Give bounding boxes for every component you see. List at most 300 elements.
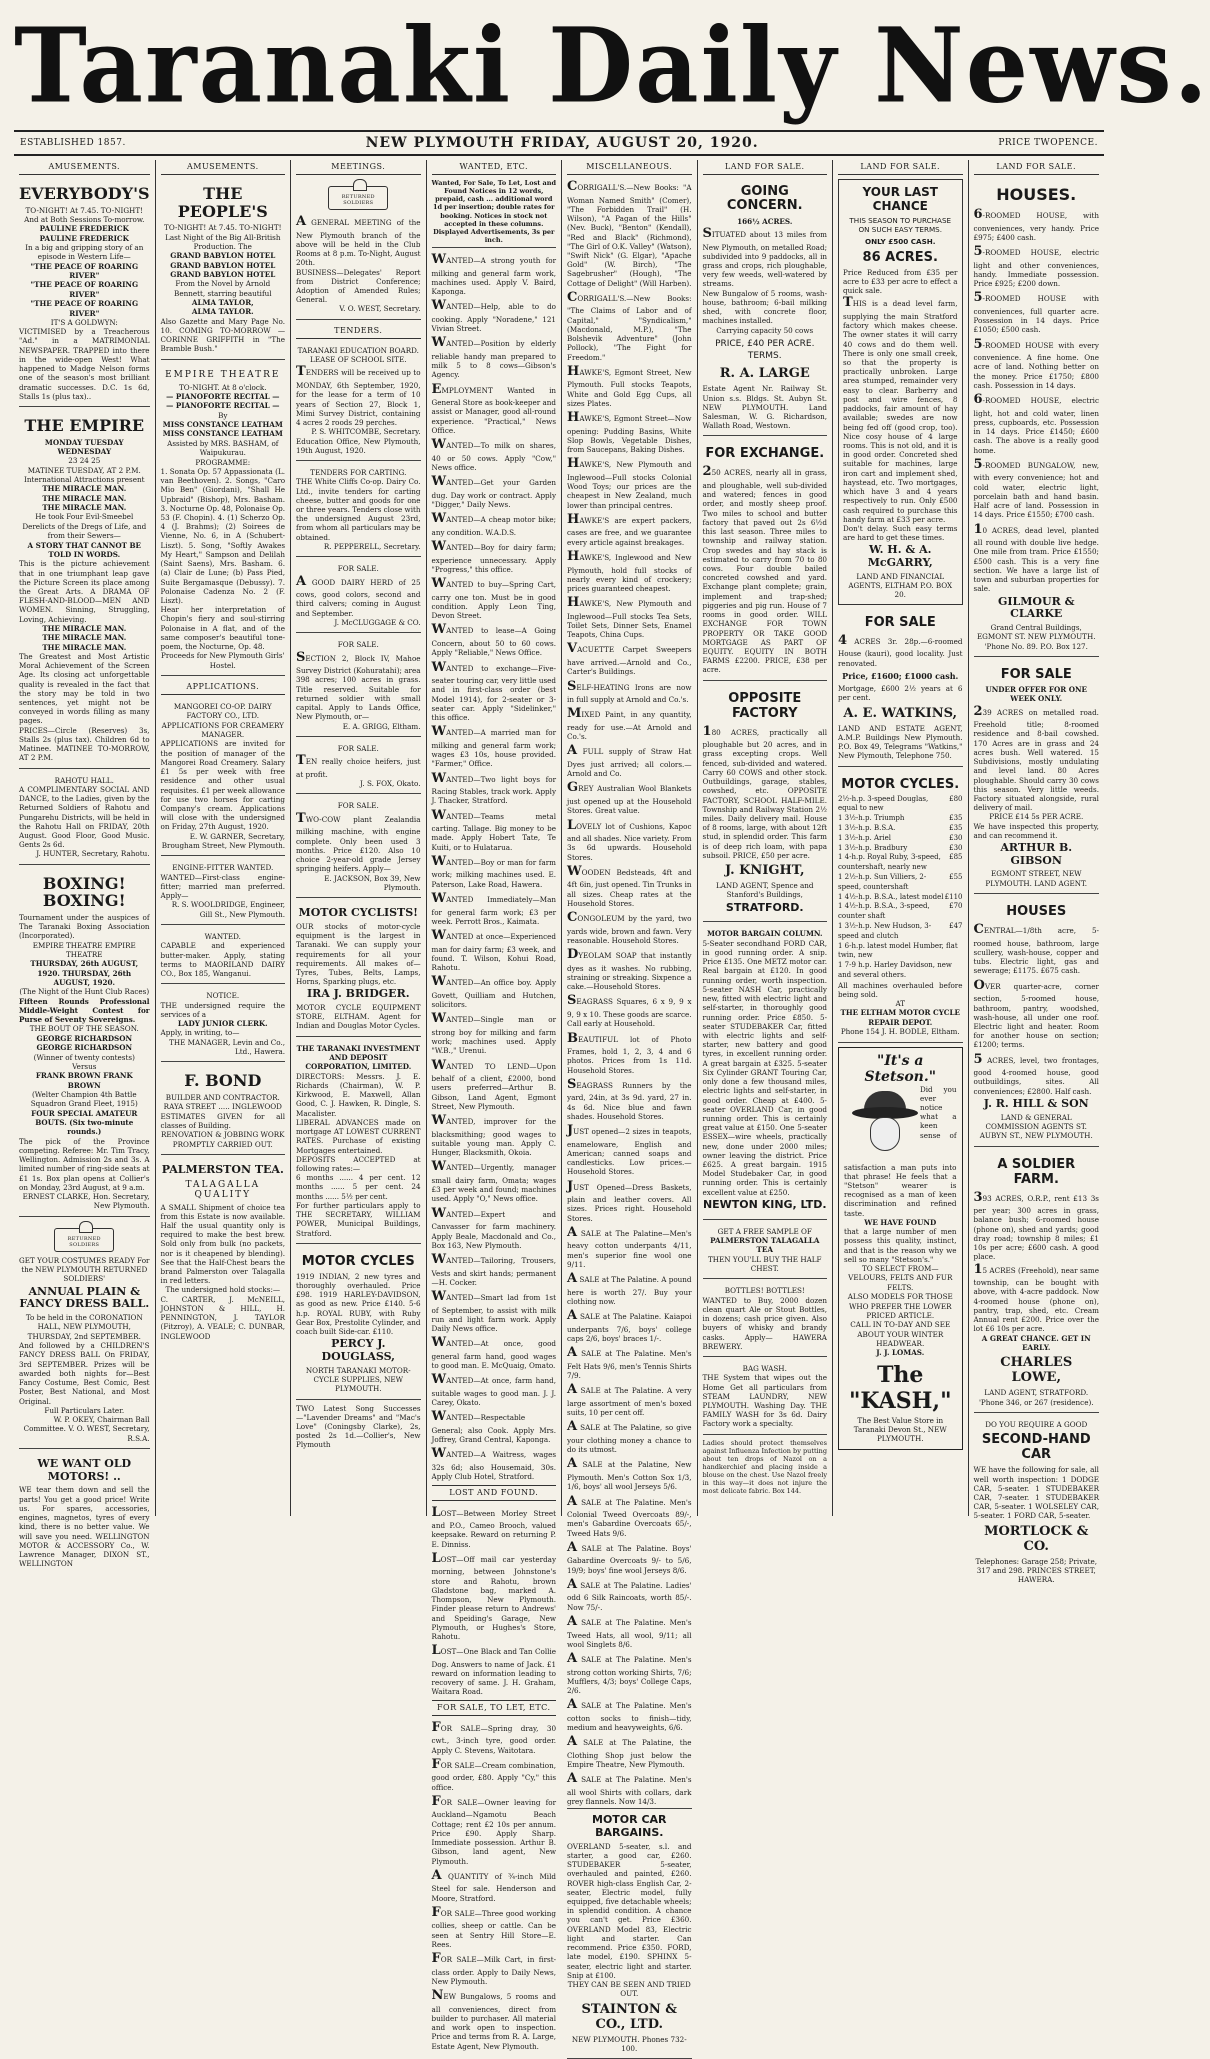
house-listing: OVER quarter-acre, corner section, 5-roomed house, bathroom, pantry, woodshed, wash-house, all under one roof. Electric light and heater. Room for another house on section; £1200; terms. <box>973 977 1099 1050</box>
ad-body: TENDERS will be received up to MONDAY, 6th September, 1920, for the lease for a term of 10 years of Section 27, Block 1, Mimi Survey District, containing 4 acres 2 roods 29 perches. <box>296 364 421 427</box>
ad-line: TO SELECT FROM— VELOURS, FELTS AND FUR FELTS. <box>848 1264 953 1292</box>
miscellaneous-item: A SALE at The Palatine—Men's heavy cotton underpants 4/11, men's superior fine wool one 9/11. <box>567 1224 692 1269</box>
nazol-notice: Ladies should protect themselves against Influenza Infection by putting about ten drops of Nazol on a handkerchief and placing inside a blouse on the chest. Use Nazol freely in this way—it does not injure the most delicate fabric. Box 144. <box>702 1438 827 1496</box>
everybodys-ad <box>19 179 150 407</box>
ad-body: And followed by a CHILDREN'S FANCY DRESS BALL On FRIDAY, 3rd SEPTEMBER. Prizes will be awarded both nights for—Best Fancy Costume, Best Comic, Best Poster, Best National, and Most Original. <box>19 1341 150 1406</box>
price-label: PRICE TWOPENCE. <box>998 138 1098 148</box>
motor-cycle-row <box>838 922 963 942</box>
ad-line: (Welter Champion 4th Battle Squadron Grand Fleet, 1915) <box>30 1089 138 1109</box>
empire-ad <box>19 411 150 769</box>
bag-wash-ad <box>703 1361 827 1435</box>
ad-line: PROGRAMME: <box>195 457 251 467</box>
miscellaneous-item: A SALE at The Palatine. Ladies' odd 6 Silk Raincoats, worth 85/-. Now 75/-. <box>567 1576 692 1612</box>
milking-plant-ad <box>296 798 421 898</box>
miscellaneous-item: HAWKE'S, New Plymouth and Inglewood—Full stocks Tea Sets, Toilet Sets, Dinner Sets, Enamel Teapots, China Cups. <box>567 595 692 640</box>
ad-title: A SOLDIER FARM. <box>997 1156 1076 1187</box>
miscellaneous-item: WOODEN Bedsteads, 4ft and 4ft 6in, just opened. Tin Trunks in all sizes. Cheap rates at the Household Stores. <box>567 863 692 908</box>
ad-body: Education Office, New Plymouth, 19th August, 1920. <box>296 436 421 455</box>
motor-cycle-row <box>838 942 963 962</box>
ad-title: ARTHUR B. GIBSON <box>1000 841 1073 867</box>
ad-body: APPLICATIONS are invited for the position of manager of the Mangorei Road Creamery. Salary £1 5s per week with free residence and other usual requisites. £1 per week allowance for use two horses for carting Company's cream. Applications will close with the undersigned on Friday, 27th August, 1920. <box>160 739 286 832</box>
ad-line: CALL IN TO-DAY AND SEE ABOUT YOUR WINTER HEADWEAR. <box>850 1320 951 1348</box>
ad-title: MOTOR CYCLES. <box>841 776 960 792</box>
motor-cycle-name: 1 4-h.p. Royal Ruby, 3-speed, countershaft, nearly new <box>838 853 941 872</box>
classified-item: WANTED to lease—A Going Concern, about 50 to 60 cows. Apply "Reliable," News Office. <box>431 622 557 658</box>
classified-item: WANTED—Tailoring, Trousers, Vests and skirt hands; permanent—H. Cocker. <box>431 1251 557 1287</box>
ad-title: WANTED. <box>204 932 241 942</box>
ad-body: Price Reduced from £35 per acre to £33 per acre to effect a quick sale. <box>843 267 958 296</box>
miscellaneous-item: A SALE at The Palatine. Men's all wool Shirts with collars, dark grey flannels. Now 14/3. <box>567 1771 692 1807</box>
ad-line: A STORY THAT CANNOT BE TOLD IN WORDS. <box>27 540 142 559</box>
peoples-ad <box>161 179 285 360</box>
ad-film: THE MIRACLE MAN. <box>42 493 127 503</box>
ad-days: 23 24 25 <box>68 456 101 466</box>
motor-cycle-name: 1 3½-h.p. New Hudson, 3-speed and clutch <box>838 921 932 940</box>
miscellaneous-item: JUST opened—2 sizes in teapots, enameloware, English and American; canned soaps and candlesticks. Low prices.—Household Stores. <box>567 1123 692 1177</box>
motor-car-bargains-ad <box>567 1808 692 2059</box>
ad-price: PRICE £14 5s PER ACRE. <box>989 812 1084 822</box>
motor-cycle-price: £85 <box>949 853 963 862</box>
ad-signature: W. P. OKEY, Chairman Ball Committee. V. O. WEST, Secretary, R.S.A. <box>23 1415 150 1443</box>
ad-title: PALMERSTON TEA. <box>161 1162 284 1176</box>
ad-days: MONDAY TUESDAY WEDNESDAY <box>44 437 124 456</box>
ad-body: THIS is a dead level farm, supplying the main Stratford factory which makes cheese. The owner states it will carry 40 cows and do them well. There is only one small creek, so that the property is practically unbroken. Large area stumped, remainder very easy to clear. Barberry and post and wire fences, 8 paddocks, fair amount of hay available; swedes are now being fed off (good crop, too). Nice cosy house of 4 large rooms. This is not old, and it is in good order. Concreted shed suitable for machines, large iron cart and implement shed, haystead, etc. Two mortgages, which have 3 and 4 years respectively to run. Only £500 cash required to purchase this handy farm at £33 per acre. <box>843 295 958 524</box>
ad-film: THE MIRACLE MAN. <box>42 642 127 652</box>
ad-signature: V. O. WEST, Secretary. <box>339 304 421 314</box>
motors-ad <box>19 1453 150 1573</box>
ad-body: 15 ACRES (Freehold), near same township, can be bought with above, with 4-acre paddock. Now 4-roomed house (phone on), pantry, trap, shed, etc. Cream Annual rent £200. Price over the lot £6 10s per acre. <box>973 1261 1099 1334</box>
ad-signature: E. JACKSON, Box 39, New Plymouth. <box>324 873 421 892</box>
ad-title: FOR SALE. <box>337 743 379 753</box>
column-heading: LAND FOR SALE. <box>703 160 827 175</box>
ad-title: NEWTON KING, LTD. <box>702 1197 827 1211</box>
classified-item: WANTED—A Waitress, wages 32s 6d; also Housemaid, 30s. Apply Club Hotel, Stratford. <box>431 1446 557 1482</box>
ad-body: TWO-COW plant Zealandia milking machine, with engine complete. Only been used 3 months. Price £120. Also 10 choice 2-year-old grade Jersey springing heifers. Apply— <box>296 810 421 874</box>
clerk-ad <box>161 988 285 1062</box>
classified-item: WANTED Immediately—Man for general farm work; £3 per week. Perrott Bros., Kaimata. <box>431 890 557 926</box>
soldier-farm-ad <box>974 1151 1099 1413</box>
second-hand-car-ad <box>974 1417 1099 1590</box>
classified-item: WANTED—Two light boys for Racing Stables, track work. Apply J. Thacker, Stratford. <box>431 770 557 806</box>
ad-signature: J. HUNTER, Secretary, Rahotu. <box>36 849 150 859</box>
miscellaneous-item: A SALE at The Palatine. A pound here is worth 27/. Buy your clothing now. <box>567 1271 692 1306</box>
ad-line: 166½ ACRES. <box>737 216 793 226</box>
ad-title: RAHOTU HALL. <box>54 775 114 785</box>
ad-line: DO YOU REQUIRE A GOOD <box>985 1419 1088 1429</box>
ad-line: THURSDAY, 26th AUGUST, 1920. THURSDAY, 26th AUGUST, 1920. <box>30 959 139 988</box>
motor-cycle-price: £55 <box>949 872 963 881</box>
ad-line: Proceeds for New Plymouth Girls' Hostel. <box>160 651 285 670</box>
bottles-ad <box>703 1283 827 1357</box>
ad-body: A GENERAL MEETING of the New Plymouth branch of the above will be held in the Club Rooms at 8 p.m. To-Night, August 20th. <box>296 214 421 268</box>
column-heading: AMUSEMENTS. <box>161 160 285 175</box>
column-heading: MEETINGS. <box>296 160 421 175</box>
ad-title: MOTOR CYCLISTS! <box>298 906 418 920</box>
ad-signature: ERNEST CLARKE, Hon. Secretary, New Plymouth. <box>22 1192 150 1211</box>
ad-title: GILMOUR & CLARKE <box>997 594 1075 621</box>
motor-cycle-price: £30 <box>949 833 963 842</box>
ad-signature: J. McCLUGGAGE & CO. <box>334 617 421 627</box>
ad-body: Estate Agent Nr. Railway St. Union s.s. Bldgs. St. Aubyn St. NEW PLYMOUTH. Land Salesman, W. G. Richardson, Wallath Road, Westown. <box>702 384 827 431</box>
ad-line: THEN YOU'LL BUY THE HALF CHEST. <box>707 1254 822 1273</box>
heifers-ad <box>296 741 421 795</box>
ad-body: 239 ACRES on metalled road. Freehold title; 8-roomed residence and 8-bail cowshed. 170 Acres are in grass and 24 acres bush. Well watered. 15 Subdivisions, mostly undulating and level land. 80 Acres ploughable. Should carry 30 cows this season. Very little weeds. Factory situated alongside, rural delivery of mail. <box>973 703 1099 813</box>
miscellaneous-item: A SALE at The Palatine. Kaiapoi underpants 7/6, boys' college caps 2/6, boys' braces 1/-. <box>567 1308 692 1344</box>
ad-title: TALAGALLA QUALITY <box>185 1179 261 1200</box>
motor-cycle-price: £80 <box>949 794 963 803</box>
ad-line: BUILDER AND CONTRACTOR. <box>165 1092 280 1102</box>
ad-price: PRICE, £40 PER ACRE. TERMS. <box>715 338 815 361</box>
miscellaneous-item: CORRIGALL'S.—New Books: "A Woman Named Smith" (Comer), "The Forbidden Trail" (H. Wilson), "A Pagan of the Hills" (Nev. Buck), "Benton" (Kendall), "Red and Black" (Richmond), "The Girl of O.K. Valley" (Watson), "Swift Nick" (G. Elgar), "Apache Gold" (W. Birch), "The Sagebrusher" (Hough), "The Cottage of Delight" (Will Harben). <box>567 179 692 288</box>
miscellaneous-item: A SALE at The Palatine. Men's cotton socks to finish—tidy, medium and heavyweights, 6/6. <box>567 1697 692 1733</box>
motor-cycle-row <box>838 902 963 922</box>
ad-body: 1919 INDIAN, 2 new tyres and thoroughly overhauled. Price £98. 1919 HARLEY-DAVIDSON, as good as new. Price £140. 5-6 h.p. ROYAL RUBY, with Ruby Gear Box, Prestolite Cylinder, and coach built Side-car. £110. <box>296 1271 421 1337</box>
ad-body: PRICES—Circle (Reserves) 3s, Stalls 2s (plus tax). Children 6d to Matinee. MATINEE TO-MORROW, AT 2 P.M. <box>19 725 150 763</box>
classified-item: WANTED at once—Experienced man for dairy farm; £3 week, and found. T. Wilson, Kohui Road, Rahotu. <box>431 927 557 973</box>
miscellaneous-item: VACUETTE Carpet Sweepers have arrived.—Arnold and Co., Carter's Buildings. <box>567 641 692 677</box>
ad-line: ONLY £500 CASH. <box>864 237 936 247</box>
ad-line: THEY CAN BE SEEN AND TRIED OUT. <box>567 1980 691 1999</box>
miscellaneous-item: A SALE at The Palatine. Men's Colonial Tweed Overcoats 89/-, men's Gabardine Overcoats 65/-, Tweed Hats 9/6. <box>567 1493 692 1538</box>
for-sale-item: NEW Bungalows, 5 rooms and all conveniences, direct from builder to purchaser. All material and work open to inspection. Price and terms from R. A. Large, Estate Agent, New Plymouth. <box>431 1988 557 2051</box>
ad-line: GET YOUR COSTUMES READY For the NEW PLYMOUTH RETURNED SOLDIERS' <box>19 1255 150 1284</box>
ad-star: ALMA TAYLOR, <box>191 298 254 308</box>
dairy-herd-ad <box>296 561 421 633</box>
section-heading: LOST AND FOUND. <box>432 1485 556 1501</box>
column-heading: LAND FOR SALE. <box>974 160 1099 175</box>
ad-body: The Greatest and Most Artistic Moral Achievement of the Screen Age. Its closing act unforgettable quality is revealed in the fact that the story may be told in two sentences, yet might not be conveyed in words filling as many pages. <box>19 651 150 726</box>
ad-body: WANTED to Buy, 2000 dozen clean quart Ale or Stout Bottles, in dozens; cash price given. Also buyers of whisky and brandy casks. Apply— HAWERA BREWERY. <box>702 1295 827 1351</box>
ad-line: FOUR SPECIAL AMATEUR BOUTS. (Six two-minute rounds.) <box>31 1108 138 1137</box>
ad-line: LAND & GENERAL COMMISSION AGENTS ST. AUBYN ST., NEW PLYMOUTH. <box>979 1112 1093 1141</box>
motor-cycle-name: 1 4½-h.p. B.S.A., latest model <box>838 892 944 901</box>
ad-line: TO-NIGHT! At 7.45. TO-NIGHT! Last Night of the Big All-British Production. The <box>164 223 282 251</box>
ad-title: OPPOSITE FACTORY <box>728 690 802 721</box>
ad-title: EMPIRE THEATRE <box>165 369 281 380</box>
ad-title: FOR SALE. <box>337 640 379 650</box>
ad-line: (The Night of the Hunt Club Races) <box>19 987 150 997</box>
motor-cycle-name: 1 3½-h.p. Triumph <box>838 814 905 823</box>
miscellaneous-item: SEAGRASS Squares, 6 x 9, 9 x 9, 9 x 10. These goods are scarce. Call early at Household. <box>567 993 692 1029</box>
last-chance-ad <box>838 179 963 605</box>
ad-body: 250 ACRES, nearly all in grass, and ploughable, well sub-divided and watered; fences in good order, and mostly sheep proof. Two miles to school and butter factory that paved out 2s 6½d this last season. Three miles to township and railway station. Crop swedes and hay stack is estimated to carry from 70 to 80 cows. Four double bailed concreted cowshed and yard. Exchange plant complete; grain, implement and trap-shed; piggeries and pig run. House of 7 rooms in good order. WILL EXCHANGE FOR TOWN PROPERTY OR TAKE GOOD MORTGAGE AS PART OF EQUITY. EQUITY IN BOTH FARMS £2200. PRICE, £38 per acre. <box>702 464 827 675</box>
ad-body: SECTION 2, Block IV, Mahoe Survey District (Kohuratahi); area 398 acres; 100 acres in grass. Title reserved. Suitable for returned soldier with small capital. Apply to Lands Office, New Plymouth, or— <box>296 649 421 722</box>
ad-line: AT <box>895 999 906 1009</box>
column-7 <box>833 160 969 1516</box>
miscellaneous-item: A SALE at The Palatine. Men's Tweed Hats, all wool, 9/11; all wool Singlets 8/6. <box>567 1613 692 1649</box>
ad-body: SITUATED about 13 miles from New Plymouth, on metalled Road; subdivided into 9 paddocks, all in grass and crops, rich ploughable, very few weeds, well-watered by streams. <box>702 225 827 289</box>
classified-item: WANTED—Respectable General; also Cook. Apply Mrs. Joffrey, Grand Central, Kaponga. <box>431 1409 557 1445</box>
motor-cycle-name: 1 2½-h.p. Sun Villiers, 2-speed, countershaft <box>838 872 927 891</box>
ad-title: EVERYBODY'S <box>19 184 150 203</box>
ad-line: TO-NIGHT. At 8 o'clock. <box>179 382 267 392</box>
lost-found-item: LOST—Off mail car yesterday morning, between Johnstone's store and Rahotu, brown Gladstone bag, marked A. Thompson, New Plymouth. Finder please return to Andrews' and Speiding's Garage, New Plymouth, or Hughes's Store, Rahotu. <box>431 1550 557 1641</box>
ad-body: MOTOR CYCLE EQUIPMENT STORE, ELTHAM. Agent for Indian and Douglas Motor Cycles. <box>296 1003 421 1031</box>
ad-signature: P. S. WHITCOMBE, Secretary. <box>311 427 421 437</box>
ad-title: A. E. WATKINS, <box>843 705 958 721</box>
motor-cycle-name: 1 3½-h.p. B.S.A. <box>838 823 896 832</box>
ad-title: THE PEOPLE'S <box>177 184 268 221</box>
stetson-man-icon <box>850 1089 920 1159</box>
classified-item: WANTED—Teams metal carting. Tallage. Big money to be made. Apply Hobert Tate, Te Kuiti, or to Hulatarua. <box>431 807 557 852</box>
motor-cycle-price: £47 <box>949 921 963 930</box>
ad-title: MOTOR CYCLES <box>301 1253 415 1269</box>
miscellaneous-item: A SALE at The Palatine, the Clothing Shop just below the Empire Theatre, New Plymouth. <box>567 1734 692 1770</box>
ad-title: BAG WASH. <box>742 1364 787 1374</box>
ad-body: 1. Sonata Op. 57 Appassionata (L. van Beethoven). 2. Songs, "Caro Mio Ben" (Giordani), "Shall He Upbraid" (Bishop), Mrs. Basham. 3. Nocturne Op. 48, Polonaise Op. 53 (F. Chopin). 4. (1) Scherzo Op. 4 (J. Brahms); (2) Soirees de Vienne, No. 6, in A (Schubert-Liszt). 5. Song, "Softly Awakes My Heart," Sampson and Delilah (Saint Saens), Mrs. Basham. 6. (a) Clair de Lune; (b) Pass Pied, Suite Bergamasque (Debussy). 7. Polonaise Cadenza No. 2 (F. Liszt). <box>160 466 286 605</box>
ad-title: STAINTON & CO., LTD. <box>581 2001 678 2032</box>
ad-body: We have inspected this property, and can recommend it. <box>973 821 1099 840</box>
ad-title: J. R. HILL & SON <box>983 1096 1089 1110</box>
ad-line: NEW PLYMOUTH. Phones 732-100. <box>571 2034 687 2054</box>
ad-body: THE System that wipes out the Home Get all particulars from STEAM LAUNDRY, NEW PLYMOUTH. Washing Day. THE FAMILY WASH for 3s 6d. Dairy Factory work a specialty. <box>702 1373 827 1429</box>
ad-line: TO-NIGHT! At 7.45. TO-NIGHT! And at Both Sessions To-morrow. <box>24 205 145 224</box>
motor-cycle-row <box>838 853 963 873</box>
ad-body: WANTED—First-class engine-fitter; married man preferred. Apply— <box>160 872 286 901</box>
classified-item: WANTED to exchange—Five-seater touring car, very little used and in first-class order (best Model 1914), for 2-seater or 3-seater car. Apply "Sidelinker," this office. <box>431 659 557 722</box>
for-sale-4-acres-ad <box>838 609 963 767</box>
newspaper-page <box>14 6 1210 2054</box>
ad-signature: THE MANAGER, Levin and Co., Ltd., Hawera. <box>169 1037 286 1057</box>
ad-star: PAULINE FREDERICK <box>39 224 129 234</box>
creamery-ad <box>161 699 285 856</box>
wanted-list <box>432 252 556 1482</box>
badge-label: RETURNED SOLDIERS <box>67 1235 101 1248</box>
house-listing: 10 ACRES, dead level, planted all round with double live hedge. One mile from tram. Price £1550; £500 cash. This is a very fine section. We have a large list of town and suburban properties for sale. <box>973 521 1099 594</box>
classified-item: WANTED—A strong youth for milking and general farm work, machines used. Apply V. Baird, Kaponga. <box>431 252 557 297</box>
ad-line: — PIANOFORTE RECITAL — <box>166 401 280 411</box>
house-listing: 5-ROOMED BUNGALOW, new, with every convenience; hot and cold water, electric light, porcelain bath and hand basin. Half acre of land. Possession in 14 days. Price £1550; £700 cash. <box>973 456 1099 520</box>
house-listing: 6-ROOMED HOUSE, electric light, hot and cold water, linen press, cupboards, etc. Possession in 14 days. Price £1450; £600 cash. The above is a really good home. <box>973 392 1099 455</box>
for-sale-item: FOR SALE—Milk Cart, in first-class order. Apply to Daily News, New Plymouth. <box>431 1951 557 1986</box>
ad-line: Grand Central Buildings, EGMONT ST. NEW PLYMOUTH. 'Phone No. 89. P.O. Box 127. <box>976 622 1096 651</box>
miscellaneous-item: A SALE at The Palatine. A very large assortment of men's boxed suits, 10 per cent off. <box>567 1382 692 1418</box>
ad-line: GET A FREE SAMPLE OF <box>717 1226 812 1236</box>
motor-cycle-price: £110 <box>944 892 963 901</box>
ad-body: DEPOSITS ACCEPTED at following rates:— <box>296 1154 421 1173</box>
miscellaneous-item: HAWKE'S, Egmont Street, New Plymouth. Full stocks Teapots, White and Gold Egg Cups, all sizes Plates. <box>567 363 692 408</box>
ad-line: NORTH TARANAKI MOTOR-CYCLE SUPPLIES, NEW PLYMOUTH. <box>305 1365 411 1394</box>
column-5 <box>562 160 698 2054</box>
miscellaneous-item: HAWKE'S, Inglewood and New Plymouth, hold full stocks of nearly every kind of crockery; prices guaranteed cheapest. <box>567 548 692 593</box>
ad-line: LAND AND FINANCIAL AGENTS, ELTHAM P.O. BOX 20. <box>848 571 953 600</box>
ad-film: THE MIRACLE MAN. <box>42 633 127 643</box>
ad-body: WE tear them down and sell the parts! You get a good price! Write us. For spares, accessories, engines, magnetos, tyres of every kind, there is no better value. We will save you need. WELLINGTON MOTOR & ACCESSORY Co., W. Lawrence Manager, DIXON ST., WELLINGTON <box>19 1485 150 1569</box>
ad-line: MISS CONSTANCE LEATHAM <box>162 420 283 430</box>
ad-title: FOR EXCHANGE. <box>705 446 825 462</box>
motor-cycle-name: 1 3½-h.p. Ariel <box>838 833 891 842</box>
miscellaneous-item: DYEOLAM SOAP that instantly dyes as it washes. No rubbing, straining or streaking. Sixpence a cake.—Household Stores. <box>567 947 692 992</box>
ad-film: THE MIRACLE MAN. <box>42 623 127 633</box>
for-sale-item: A QUANTITY of ¾-inch Mild Steel for sale. Henderson and Moore, Stratford. <box>431 1867 557 1903</box>
ad-body: This is the picture achievement that in one triumphant leap gave the Picture Screen its place among the Great Arts. A DRAMA OF FLESH-AND-BLOOD—MEN AND WOMEN. Sinning, Struggling, Loving, Achieving. <box>19 559 150 624</box>
newspaper-title: Taranaki Daily News. <box>14 6 1210 127</box>
motor-cycle-row <box>838 873 963 893</box>
for-sale-item: FOR SALE—Owner leaving for Auckland—Ngamotu Beach Cottage; rent £2 10s per annum. Price £90. Apply Sharp. Immediate possession. Arthur B. Gibson, land agent, New Plymouth. <box>431 1793 557 1866</box>
ad-body: Don't delay. Such easy terms are hard to get these times. <box>843 523 958 543</box>
for-sale-item: FOR SALE—Three good working collies, sheep or cattle. Can be seen at Sentry Hill Store—E. Rees. <box>431 1904 557 1949</box>
ad-title: GOING CONCERN. <box>726 184 803 214</box>
ad-title: ANNUAL PLAIN & FANCY DRESS BALL. <box>19 1284 150 1311</box>
classified-item: EMPLOYMENT Wanted in General Store as book-keeper and assist or Manager, good all-round experience. "Practical," News Office. <box>431 381 557 435</box>
ad-line: APPLICATIONS FOR CREAMERY MANAGER. <box>161 720 284 740</box>
motor-cycles-list-ad <box>838 771 963 1043</box>
ad-body: LIBERAL ADVANCES made on mortgage AT LOWEST CURRENT RATES. Purchase of existing Mortgages entertained. <box>296 1117 421 1155</box>
ad-title: BOXING! BOXING! <box>42 873 126 911</box>
ad-body: A GOOD DAIRY HERD of 25 cows, good colors, second and third calvers; coming in August and September. <box>296 573 421 618</box>
ad-film: THE MIRACLE MAN. <box>42 503 127 513</box>
ad-body: All machines overhauled before being sold. <box>838 980 963 999</box>
ad-line: THE BOUT OF THE SEASON. <box>29 1024 139 1034</box>
ad-title: BOTTLES! BOTTLES! <box>724 1286 805 1296</box>
ad-title: MOTOR BARGAIN COLUMN. <box>706 929 823 939</box>
tea-ad <box>161 1159 285 1346</box>
miscellaneous-item: BEAUTIFUL lot of Photo Frames, hold 1, 2, 3, 4 and 6 photos. Prices from 1s 11d. Household Stores. <box>567 1030 692 1075</box>
rates-notice: Wanted, For Sale, To Let, Lost and Found Notices in 12 words, prepaid, cash ... additional word 1d per insertion; double rates for booking. Notices in stock not accepted in these columns. Displayed Advertisements, 3s per inch. <box>432 179 556 248</box>
ad-body: VICTIMISED by a Treacherous "Ad." in a MATRIMONIAL NEWSPAPER. TRAPPED into there in the wide-open West! What happened to Madge Nelson forms one of the season's most brilliant dramatic successes. D.C. 1s 6d, Stalls 1s (plus tax).. <box>19 327 150 401</box>
ad-body: TEN really choice heifers, just at profit. <box>296 753 421 779</box>
ad-signature: R. PEPPERELL, Secretary. <box>323 541 421 551</box>
ad-title: FOR SALE <box>1000 666 1072 682</box>
ad-body: Hear her interpretation of Chopin's fiery and soul-stirring Polonaise in A flat, and of the same composer's beautiful tone-poem, the Nocturne, Op. 48. <box>160 605 286 652</box>
ad-body: Apply, in writing, to— <box>160 1028 240 1038</box>
carting-ad <box>296 465 421 557</box>
ad-title: TENDERS FOR CARTING. <box>310 467 407 477</box>
returned-soldiers-badge-icon <box>328 186 388 210</box>
miscellaneous-item: SELF-HEATING Irons are now in full supply at Arnold and Co.'s. <box>567 678 692 705</box>
ad-title: HOUSES <box>1006 904 1067 920</box>
ad-signature: J. S. FOX, Okato. <box>360 779 421 789</box>
ad-title: J. KNIGHT, <box>724 863 805 879</box>
motor-cycle-row <box>838 893 963 903</box>
ad-title: FOR SALE. <box>337 564 379 574</box>
ad-line: IT'S A GOLDWYN: <box>50 317 118 327</box>
ad-body: 393 ACRES, O.R.P., rent £13 3s per year; 300 acres in grass, balance bush; 6-roomed house (phone on), shed and yards; good dray road; township 8 miles; £1 10s per acre; £600 cash. A good place. <box>973 1189 1099 1262</box>
ad-star: PAULINE FREDERICK <box>39 233 129 243</box>
classified-item: WANTED—Position by elderly reliable handy man prepared to milk 5 to 8 cows—Gibson's Agency. <box>431 335 557 380</box>
ad-body: Did you ever notice what a keen sense of satisfaction a man puts into that phrase! He feels that a "Stetson" wearer is recognised as a man of keen discrimination and refined taste. <box>844 1084 957 1218</box>
motor-cycle-row <box>838 844 963 854</box>
ad-line: (Winner of twenty contests) <box>33 1052 135 1062</box>
ad-body: 6 months ...... 4 per cent. 12 months ...... 5 per cent. 24 months ...... 5½ per cent. <box>296 1173 421 1201</box>
houses-2-ad <box>974 898 1099 1146</box>
for-sale-item: FOR SALE—Cream combination, good order, £80. Apply "Cy," this office. <box>431 1756 557 1792</box>
rsa-ball-ad <box>19 1221 150 1449</box>
miscellaneous-item: CONGOLEUM by the yard, two yards wide, brown and fawn. Very reasonable. Household Stores. <box>567 910 692 945</box>
exchange-ad <box>703 440 827 680</box>
ad-body: THE undersigned require the services of a <box>160 1000 286 1019</box>
miscellaneous-item: LOVELY lot of Cushions, Kapoc and all shades. Nice variety. From 3s 6d upwards. Household Stores. <box>567 817 692 862</box>
column-1 <box>14 160 156 1569</box>
ad-body: The pick of the Province competing. Referee: Mr. Tim Tracy, Wellington. Admission 2s and 3s. A limited number of ring-side seats at £1 1s. Box plan opens at Collier's on Monday, 23rd August, at 9 a.m. <box>19 1136 150 1192</box>
ad-line: Full Particulars Later. <box>44 1405 125 1415</box>
ad-body: OUR stocks of motor-cycle equipment is the largest in Taranaki. We can supply your requirements for all your requirements. All makes of— Tyres, Tubes, Belts, Lamps, Horns, Sparking plugs, etc. <box>296 921 421 987</box>
miscellaneous-item: A SALE at The Palatine. Boys' Gabardine Overcoats 9/- to 5/6, 19/9; boys' fine wool Jerseys 8/6. <box>567 1539 692 1575</box>
classified-item: WANTED—Help, able to do cooking. Apply "Noradene," 121 Vivian Street. <box>431 298 557 334</box>
for-sale-list <box>432 1720 556 2051</box>
ad-line: To be held in the CORONATION HALL, NEW PLYMOUTH, THURSDAY, 2nd SEPTEMBER. <box>25 1313 143 1341</box>
ad-signature: E. W. GARNER, Secretary, Brougham Street, New Plymouth. <box>161 831 286 850</box>
ad-title: THE EMPIRE <box>24 416 145 436</box>
miscellaneous-item: GREY Australian Wool Blankets just opened up at the Household Stores. Great value. <box>567 780 692 816</box>
miscellaneous-item: A FULL supply of Straw Hat Dyes just arrived; all colors.—Arnold and Co. <box>567 743 692 779</box>
boxing-ad <box>19 869 150 1217</box>
house-listing: 5-ROOMED HOUSE, electric light and other conveniences, handy. Immediate possession. Price £925; £200 down. <box>973 244 1099 289</box>
section-heading: TENDERS. <box>296 324 421 339</box>
ad-title: MORTLOCK & CO. <box>984 1523 1089 1554</box>
ad-title: PERCY J. DOUGLASS, <box>321 1337 396 1363</box>
motor-cycle-row <box>838 961 963 981</box>
engine-fitter-ad <box>161 860 285 925</box>
ad-film: GRAND BABYLON HOTEL <box>170 251 276 261</box>
ad-line: MISS CONSTANCE LEATHAM <box>162 429 283 439</box>
ad-body: DIRECTORS: Messrs. J. E. Richards (Chairman), W. P. Kirkwood, E. Maxwell, Allan Good, C. J. Hawken, R. Dingle, S. Macalister. <box>296 1071 421 1118</box>
classified-item: WANTED to buy—Spring Cart, carry one ton. Must be in good condition. Apply Leon Ting, Devon Street. <box>431 576 557 621</box>
motor-cycle-price: £70 <box>949 902 963 911</box>
ad-line: LAND AGENT, Spence and Stanford's Buildings, <box>715 881 814 900</box>
bond-ad <box>161 1066 285 1154</box>
ad-title: The "KASH," <box>848 1361 952 1414</box>
ad-body: A COMPLIMENTARY SOCIAL AND DANCE, to the Ladies, given by the Returned Soldiers of Rahotu and Pungarehu Districts, will be held in the Rahotu Hall on FRIDAY, 20th August. Good Floor, Good Music. Gents 2s 6d. <box>19 784 150 850</box>
ad-line: The undersigned hold stocks:— <box>165 1285 281 1295</box>
houses-2-list <box>974 922 1099 1096</box>
tea-sample-ad <box>703 1224 827 1280</box>
ad-line: EGMONT STREET, NEW PLYMOUTH. LAND AGENT. <box>985 869 1088 888</box>
ad-title: F. BOND <box>184 1071 262 1091</box>
ad-line: A GREAT CHANCE. GET IN EARLY. <box>981 1333 1091 1352</box>
ad-line: MATINEE TUESDAY, AT 2 P.M. International Attractions present <box>24 465 145 485</box>
motor-cycle-price: £35 <box>949 823 963 832</box>
ad-line: FRANK BROWN FRANK BROWN <box>35 1071 133 1090</box>
ad-film: THE MIRACLE MAN. <box>42 484 127 494</box>
house-listing: 5-ROOMED HOUSE with conveniences, full quarter acre. Possession in 14 days. Price £1050; £500 cash. <box>973 290 1099 335</box>
column-heading: WANTED, ETC. <box>432 160 556 175</box>
ad-title: FOR SALE. <box>337 801 379 811</box>
classified-item: WANTED—At once, farm hand, suitable wages to good man. J. J. Carey, Okato. <box>431 1372 557 1408</box>
ad-body: Mortgage, £600 2½ years at 6 per cent. <box>838 684 963 703</box>
ad-title: IRA J. BRIDGER. <box>307 987 410 1001</box>
ad-body: ESTIMATES GIVEN for all classes of Building. <box>160 1111 286 1130</box>
ad-title: CHARLES LOWE, <box>1000 1355 1073 1386</box>
ad-body: BUSINESS—Delegates' Report from District Conference; Adoption of Amended Rules; General. <box>296 267 421 305</box>
ad-line: LAND AGENT, STRATFORD. 'Phone 346, or 267 (residence). <box>978 1388 1094 1407</box>
ad-title: HOUSES. <box>996 185 1077 204</box>
motor-cycle-name: 1 3½-h.p. Bradbury <box>838 843 908 852</box>
ad-line: GEORGE RICHARDSON GEORGE RICHARDSON <box>36 1033 133 1053</box>
column-6 <box>698 160 833 1516</box>
classified-item: WANTED—Single man or strong boy for milking and farm work; machines used. Apply "W.B.," Urenui. <box>431 1011 557 1056</box>
miscellaneous-item: A SALE at The Palatine, so give your clothing money a chance to do its utmost. <box>567 1419 692 1455</box>
miscellaneous-item: A SALE at the Palatine, New Plymouth. Men's Cotton Sox 1/3, 1/6, boys' all wool Jerseys 5/6. <box>567 1456 692 1492</box>
column-heading: AMUSEMENTS. <box>19 160 150 175</box>
ad-line: Assisted by MRS. BASHAM, of Waipukurau. <box>167 438 279 458</box>
ad-body: WE have the following for sale, all well worth inspection: 1 DODGE CAR, 5-seater. 1 STUDEBAKER CAR, 7-seater. 1 STUDEBAKER CAR, 5-seater. 1 WOLSELEY CAR, 5-seater. 1 FORD CAR, 5-seater. <box>973 1465 1099 1521</box>
miscellaneous-item: SEAGRASS Runners by the yard, 24in, at 3s 9d. yard, 27 in. 4s 6d. Nice blue and fawn shades. Household Stores. <box>567 1076 692 1121</box>
masthead <box>14 6 1210 127</box>
lost-list <box>432 1505 556 1697</box>
ad-title: "It's a Stetson." <box>864 1052 937 1085</box>
ad-title: NOTICE. <box>206 991 240 1001</box>
ad-body: Fifteen Rounds Professional Middle-Weight Contest for Purse of Seventy Sovereigns. <box>19 996 150 1025</box>
miscellaneous-item: HAWKE'S, New Plymouth and Inglewood—Full stocks Colonial Wood Toys; our prices are the cheapest in New Zealand, much lower than principal centres. <box>567 456 692 510</box>
rahotu-ad <box>19 773 150 865</box>
motor-cycle-row <box>838 834 963 844</box>
ad-title: YOUR LAST CHANCE <box>862 185 938 213</box>
miscellaneous-item: HAWKE'S are expert packers, cases are free, and we guarantee every article against breakages. <box>567 511 692 547</box>
ad-line: RENOVATION & JOBBING WORK PROMPTLY CARRIED OUT. <box>161 1130 285 1149</box>
ad-title: FOR SALE <box>864 614 936 630</box>
motor-cycle-row <box>838 795 963 815</box>
